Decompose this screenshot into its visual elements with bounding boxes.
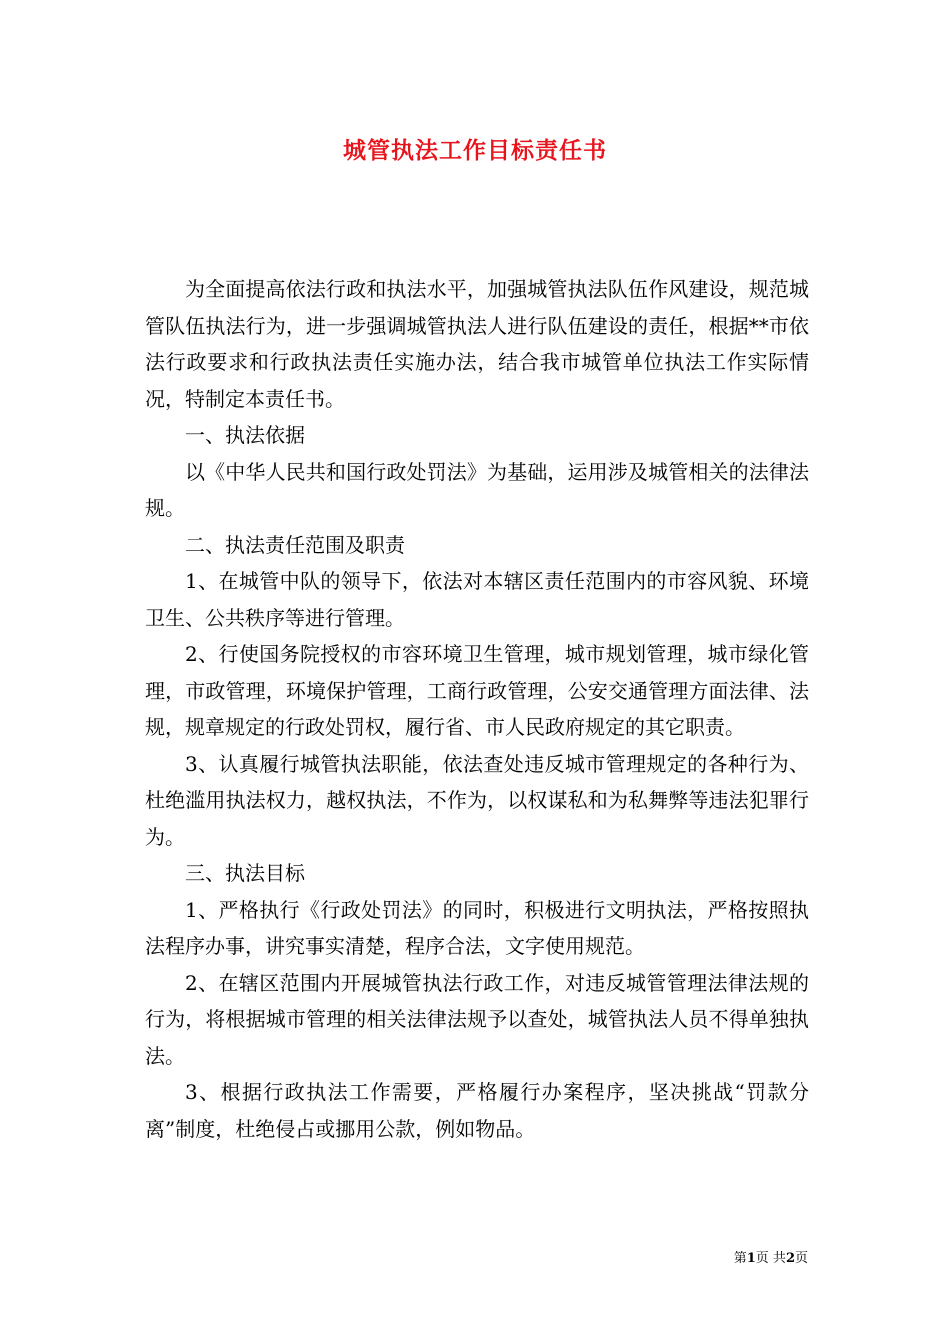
current-page-number: 1 <box>746 1251 756 1266</box>
document-title: 城管执法工作目标责任书 <box>343 137 607 164</box>
page-number-footer <box>0 1247 808 1266</box>
intro-paragraph: 为全面提高依法行政和执法水平，加强城管执法队伍作风建设，规范城管队伍执法行为，进一步强调城管执法人进行队伍建设的责任，根据**市依法行政要求和行政执法责任实施办法，结合我市城管单位执法工作实际情况，特制定本责任书。 <box>145 277 809 411</box>
footer-middle: 页 共 <box>755 1251 786 1266</box>
total-pages-number: 2 <box>785 1251 795 1266</box>
section-heading-basis: 一、执法依据 <box>185 423 305 447</box>
section-heading-goals: 三、执法目标 <box>185 861 305 885</box>
footer-suffix: 页 <box>794 1251 808 1266</box>
basis-paragraph: 以《中华人民共和国行政处罚法》为基础，运用涉及城管相关的法律法规。 <box>145 459 809 520</box>
goal-item-1: 1、严格执行《行政处罚法》的同时，积极进行文明执法，严格按照执法程序办事，讲究事实清楚，程序合法，文字使用规范。 <box>145 897 809 958</box>
section-heading-scope: 二、执法责任范围及职责 <box>185 532 405 557</box>
goal-item-3: 3、根据行政执法工作需要，严格履行办案程序，坚决挑战“罚款分离”制度，杜绝侵占或挪用公款，例如物品。 <box>145 1080 809 1141</box>
scope-item-2: 2、行使国务院授权的市容环境卫生管理，城市规划管理，城市绿化管理，市政管理，环境保护管理，工商行政管理，公安交通管理方面法律、法规，规章规定的行政处罚权，履行省、市人民政府规定的其它职责。 <box>145 642 809 739</box>
goal-item-2: 2、在辖区范围内开展城管执法行政工作，对违反城管管理法律法规的行为，将根据城市管理的相关法律法规予以查处，城管执法人员不得单独执法。 <box>145 970 809 1068</box>
scope-item-1: 1、在城管中队的领导下，依法对本辖区责任范围内的市容风貌、环境卫生、公共秩序等进行管理。 <box>145 569 809 630</box>
footer-prefix: 第 <box>733 1251 747 1266</box>
document-body <box>145 271 809 1147</box>
scope-item-3: 3、认真履行城管执法职能，依法查处违反城市管理规定的各种行为、杜绝滥用执法权力，越权执法，不作为，以权谋私和为私舞弊等违法犯罪行为。 <box>145 751 809 849</box>
